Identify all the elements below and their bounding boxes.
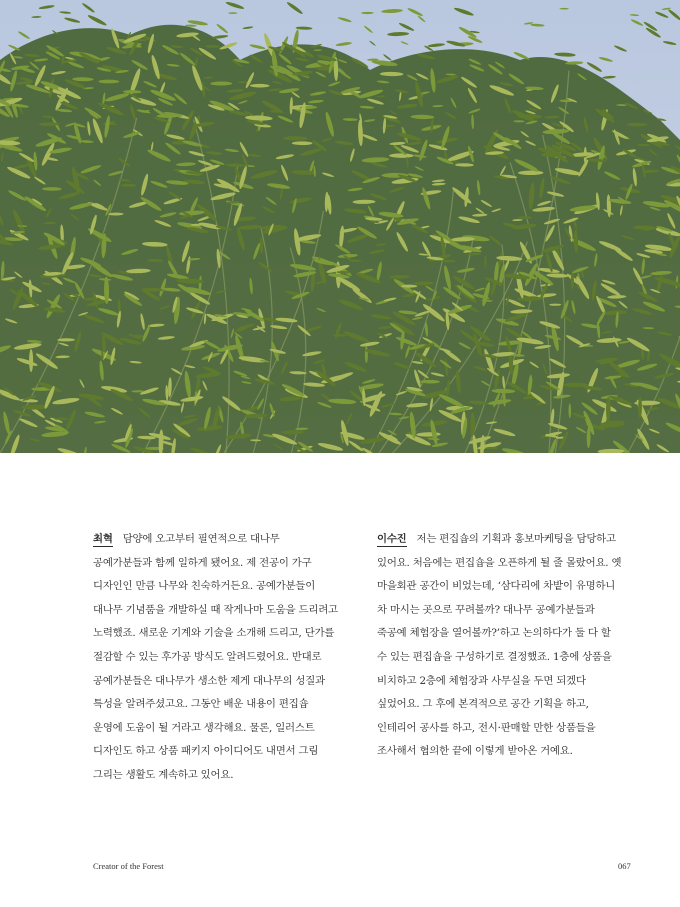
right-line-5: 수 있는 편집숍을 구성하기로 결정했죠. 1층에 상품을 (377, 650, 612, 663)
right-line-8: 인테리어 공사를 하고, 전시·판매할 만한 상품들을 (377, 721, 596, 734)
left-line-4: 노력했죠. 새로운 기계와 기술을 소개해 드리고, 단가를 (93, 627, 335, 640)
right-line-1: 있어요. 처음에는 편집숍을 오픈하게 될 줄 몰랐어요. 옛 (377, 556, 622, 569)
bamboo-foliage-image (0, 0, 680, 453)
right-first-line (377, 528, 647, 552)
right-line-4: 죽공예 체험장을 열어볼까?’하고 논의하다가 둘 다 할 (377, 627, 611, 640)
left-line-3: 대나무 기념품을 개발하실 때 작게나마 도움을 드리려고 (93, 603, 338, 616)
bamboo-photo (0, 0, 680, 453)
right-line-3: 차 마시는 곳으로 꾸려볼까? 대나무 공예가분들과 (377, 603, 595, 616)
interview-column-left (93, 528, 363, 788)
right-line-0: 저는 편집숍의 기획과 홍보마케팅을 담당하고 (416, 533, 616, 545)
right-line-2: 마을회관 공간이 비었는데, ‘삼다리에 차밭이 유명하니 (377, 580, 616, 593)
left-line-0: 담양에 오고부터 필연적으로 대나무 (122, 533, 280, 545)
bamboo-leaf (54, 418, 68, 420)
page-number: 067 (618, 861, 631, 871)
left-line-10: 그리는 생활도 계속하고 있어요. (93, 768, 234, 781)
left-first-line (93, 528, 363, 552)
magazine-section-title: Creator of the Forest (93, 861, 164, 871)
left-line-7: 특성을 알려주셨고요. 그동안 배운 내용이 편집숍 (93, 698, 309, 711)
left-line-9: 디자인도 하고 상품 패키지 아이디어도 내면서 그림 (93, 745, 319, 758)
right-line-9: 조사해서 협의한 끝에 이렇게 받아온 거예요. (377, 745, 573, 758)
right-line-7: 싶었어요. 그 후에 본격적으로 공간 기획을 하고, (377, 698, 589, 711)
left-line-8: 운영에 도움이 될 거라고 생각해요. 물론, 일러스트 (93, 721, 315, 734)
left-line-2: 디자인인 만큼 나무와 친숙하거든요. 공예가분들이 (93, 580, 316, 593)
left-line-1: 공예가분들과 함께 일하게 됐어요. 제 전공이 가구 (93, 556, 312, 569)
speaker-name-right: 이수진 (377, 533, 407, 545)
bamboo-leaf (365, 346, 368, 363)
speaker-name-left: 최혁 (93, 533, 113, 545)
left-line-6: 공예가분들은 대나무가 생소한 제게 대나무의 성질과 (93, 674, 325, 687)
interview-column-right (377, 528, 647, 764)
right-line-6: 비치하고 2층에 체험장과 사무실을 두면 되겠다 (377, 674, 586, 687)
left-line-5: 절감할 수 있는 후가공 방식도 알려드렸어요. 반대로 (93, 650, 322, 663)
